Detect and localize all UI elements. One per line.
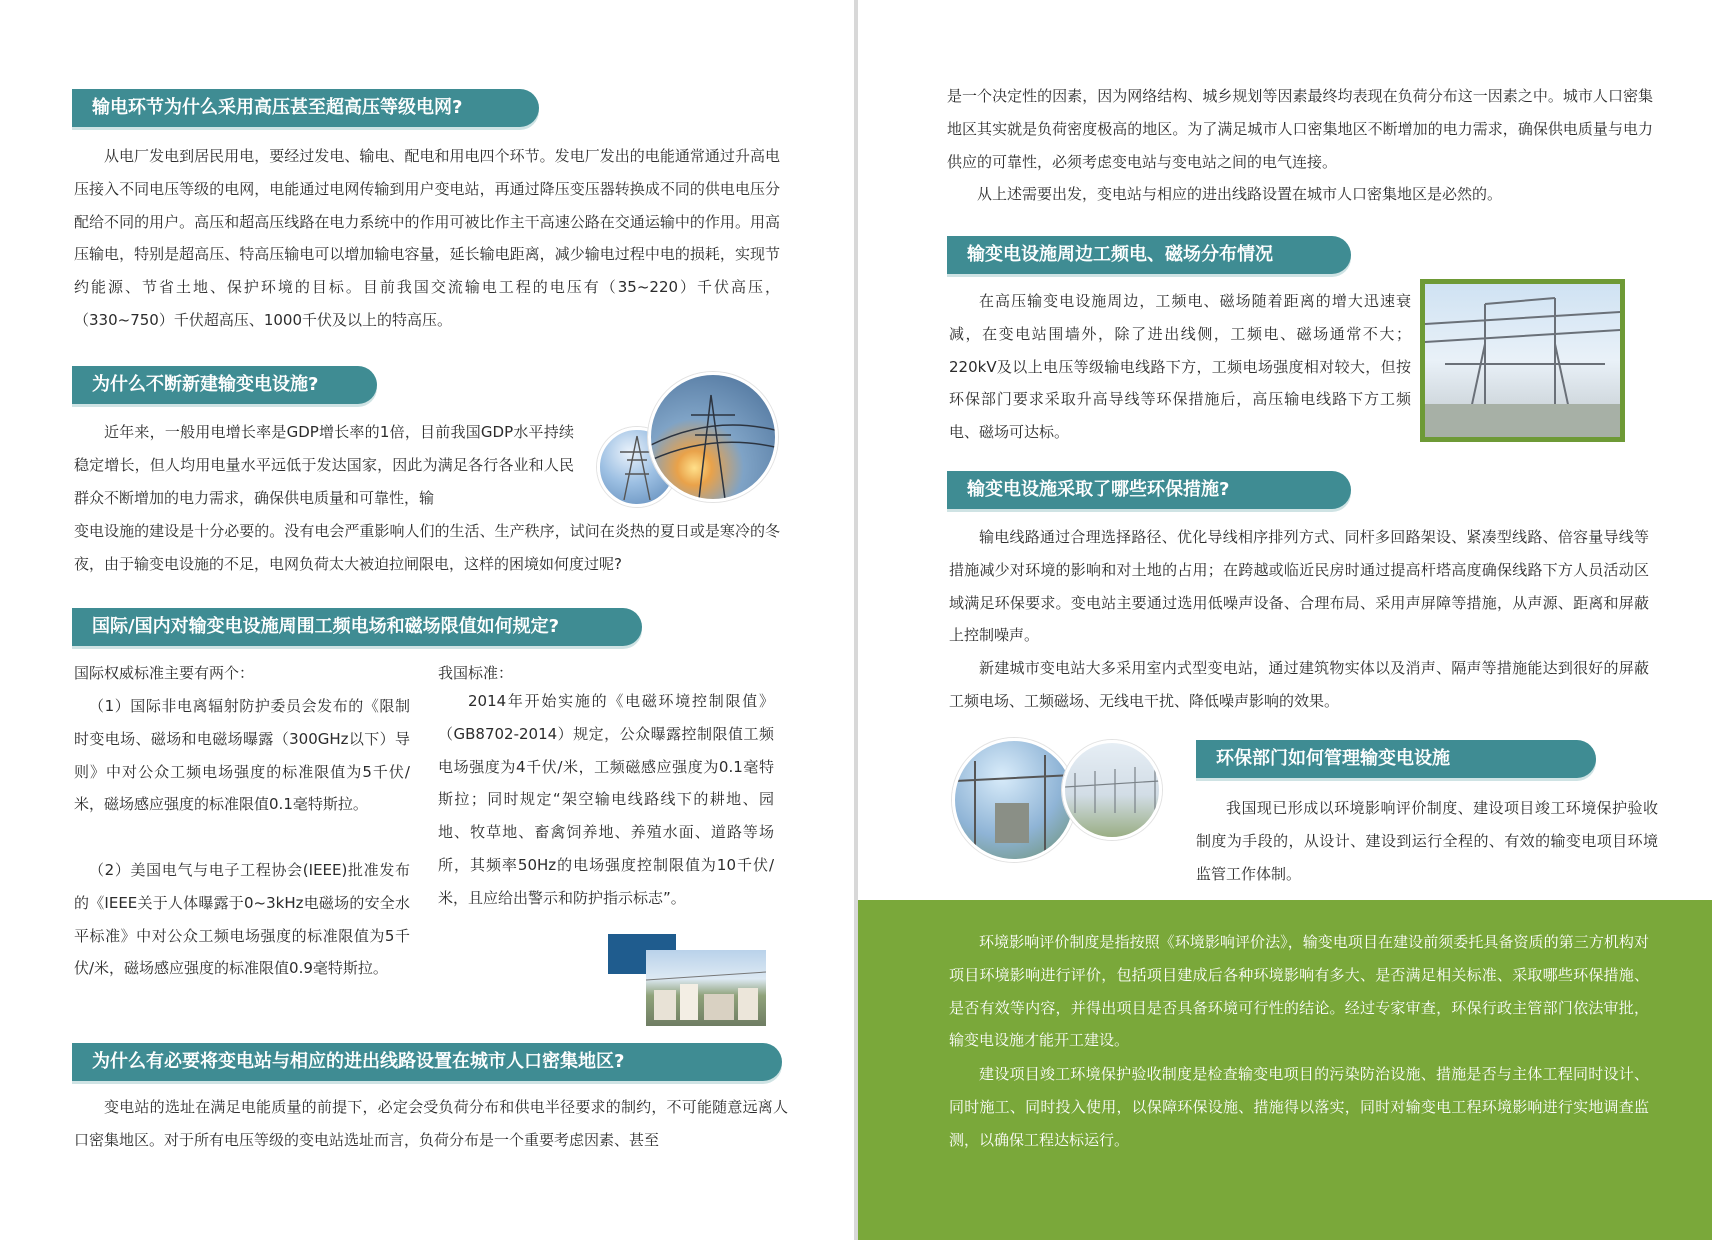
heading-limits: 国际/国内对输变电设施周围工频电场和磁场限值如何规定?	[72, 608, 642, 646]
heading-field-distribution: 输变电设施周边工频电、磁场分布情况	[947, 236, 1351, 274]
paragraph-substation-location: 变电站的选址在满足电能质量的前提下，必定会受负荷分布和供电半径要求的制约，不可能随意远离人口密集地区。对于所有电压等级的变电站选址而言，负荷分布是一个重要考虑因素、甚至	[74, 1098, 788, 1149]
limits-china-standard: 2014年开始实施的《电磁环境控制限值》（GB8702-2014）规定，公众曝露控制限值工频电场强度为4千伏/米，工频磁感应强度为0.1毫特斯拉；同时规定“架空输电线路线下的耕地、园地、牧草地、畜禽饲养地、养殖水面、道路等场所，其频率50Hz的电场强度控制限值为10千伏/米，且应给出警示和防护指示标志”。	[438, 692, 774, 907]
paragraph-indoor-substation: 新建城市变电站大多采用室内式型变电站，通过建筑物实体以及消声、隔声等措施能达到很好的屏蔽工频电场、工频磁场、无线电干扰、降低噪声影响的效果。	[949, 659, 1649, 710]
sunset-powerline-photo	[648, 372, 778, 502]
heading-new-facilities: 为什么不断新建输变电设施?	[72, 366, 377, 404]
paragraph-new-facilities-top: 近年来，一般用电增长率是GDP增长率的1倍，目前我国GDP水平持续稳定增长，但人均用电量水平远低于发达国家，因此为满足各行各业和人民群众不断增加的电力需求，确保供电质量和可靠性，输	[74, 423, 574, 507]
paragraph-env-measures: 输电线路通过合理选择路径、优化导线相序排列方式、同杆多回路架设、紧凑型线路、倍容量导线等措施减少对环境的影响和对土地的占用；在跨越或临近民房时通过提高杆塔高度确保线路下方人员活动区域满足环保要求。变电站主要通过选用低噪声设备、合理布局、采用声屏障等措施，从声源、距离和屏蔽上控制噪声。	[949, 528, 1649, 645]
heading-env-measures: 输变电设施采取了哪些环保措施?	[947, 471, 1351, 509]
substation-structure-icon	[1425, 284, 1620, 437]
paragraph-conclusion: 从上述需要出发，变电站与相应的进出线路设置在城市人口密集地区是必然的。	[977, 185, 1503, 203]
limits-china-intro: 我国标准：	[438, 664, 514, 682]
right-page	[858, 0, 1712, 1240]
heading-substation-location: 为什么有必要将变电站与相应的进出线路设置在城市人口密集地区?	[72, 1043, 782, 1081]
paragraph-field-distribution: 在高压输变电设施周边，工频电、磁场随着距离的增大迅速衰减，在变电站围墙外，除了进出线侧，工频电、磁场通常不大；220kV及以上电压等级输电线路下方，工频电场强度相对较大，但按环保部门要求采取升高导线等环保措施后，高压输电线路下方工频电、磁场可达标。	[949, 292, 1411, 442]
substation-framed-photo	[1420, 279, 1625, 442]
heading-env-management: 环保部门如何管理输变电设施	[1196, 740, 1596, 778]
paragraph-high-voltage: 从电厂发电到居民用电，要经过发电、输电、配电和用电四个环节。发电厂发出的电能通常通过升高电压接入不同电压等级的电网，电能通过电网传输到用户变电站，再通过降压变压器转换成不同的供电电压分配给不同的用户。高压和超高压线路在电力系统中的作用可被比作主干高速公路在交通运输中的作用。用高压输电，特别是超高压、特高压输电可以增加输电容量，延长输电距离，减少输电过程中电的损耗，实现节约能源、节省土地、保护环境的目标。目前我国交流输电工程的电压有（35~220）千伏高压，（330~750）千伏超高压、1000千伏及以上的特高压。	[74, 147, 780, 329]
limits-intl-ieee: （2）美国电气与电子工程协会(IEEE)批准发布的《IEEE关于人体曝露于0~3kHz电磁场的安全水平标准》中对公众工频电场强度的标准限值为5千伏/米，磁场感应强度的标准限值0.9毫特斯拉。	[74, 861, 410, 978]
city-substation-photo	[646, 950, 766, 1026]
powerline-icon	[651, 375, 775, 499]
paragraph-new-facilities-bottom: 变电设施的建设是十分必要的。没有电会严重影响人们的生活、生产秩序，试问在炎热的夏日或是寒冷的冬夜，由于输变电设施的不足，电网负荷太大被迫拉闸限电，这样的困境如何度过呢?	[74, 522, 780, 573]
paragraph-acceptance-system: 建设项目竣工环境保护验收制度是检查输变电项目的污染防治设施、措施是否与主体工程同时设计、同时施工、同时投入使用，以保障环保设施、措施得以落实，同时对输变电工程环境影响进行实地调查监测，以确保工程达标运行。	[949, 1065, 1649, 1149]
paragraph-eia-system: 环境影响评价制度是指按照《环境影响评价法》，输变电项目在建设前须委托具备资质的第三方机构对项目环境影响进行评价，包括项目建成后各种环境影响有多大、是否满足相关标准、采取哪些环保措施、是否有效等内容，并得出项目是否具备环境可行性的结论。经过专家审查，环保行政主管部门依法审批，输变电设施才能开工建设。	[949, 933, 1649, 1050]
paragraph-env-management: 我国现已形成以环境影响评价制度、建设项目竣工环境保护验收制度为手段的，从设计、建设到运行全程的、有效的输变电项目环境监管工作体制。	[1196, 799, 1658, 883]
transformer-photo	[952, 738, 1076, 862]
transformer-icon	[955, 741, 1073, 859]
left-page	[0, 0, 854, 1240]
substation-aerial-photo	[1062, 740, 1162, 840]
lattice-icon	[1065, 743, 1159, 837]
buildings-icon	[646, 950, 766, 1026]
heading-high-voltage: 输电环节为什么采用高压甚至超高压等级电网?	[72, 89, 539, 127]
limits-intl-intro: 国际权威标准主要有两个：	[74, 664, 255, 682]
paragraph-continued: 是一个决定性的因素，因为网络结构、城乡规划等因素最终均表现在负荷分布这一因素之中。城市人口密集地区其实就是负荷密度极高的地区。为了满足城市人口密集地区不断增加的电力需求，确保供电质量与电力供应的可靠性，必须考虑变电站与变电站之间的电气连接。	[947, 87, 1653, 171]
limits-intl-icnirp: （1）国际非电离辐射防护委员会发布的《限制时变电场、磁场和电磁场曝露（300GHz以下）导则》中对公众工频电场强度的标准限值为5千伏/米，磁场感应强度的标准限值0.1毫特斯拉。	[74, 697, 410, 814]
